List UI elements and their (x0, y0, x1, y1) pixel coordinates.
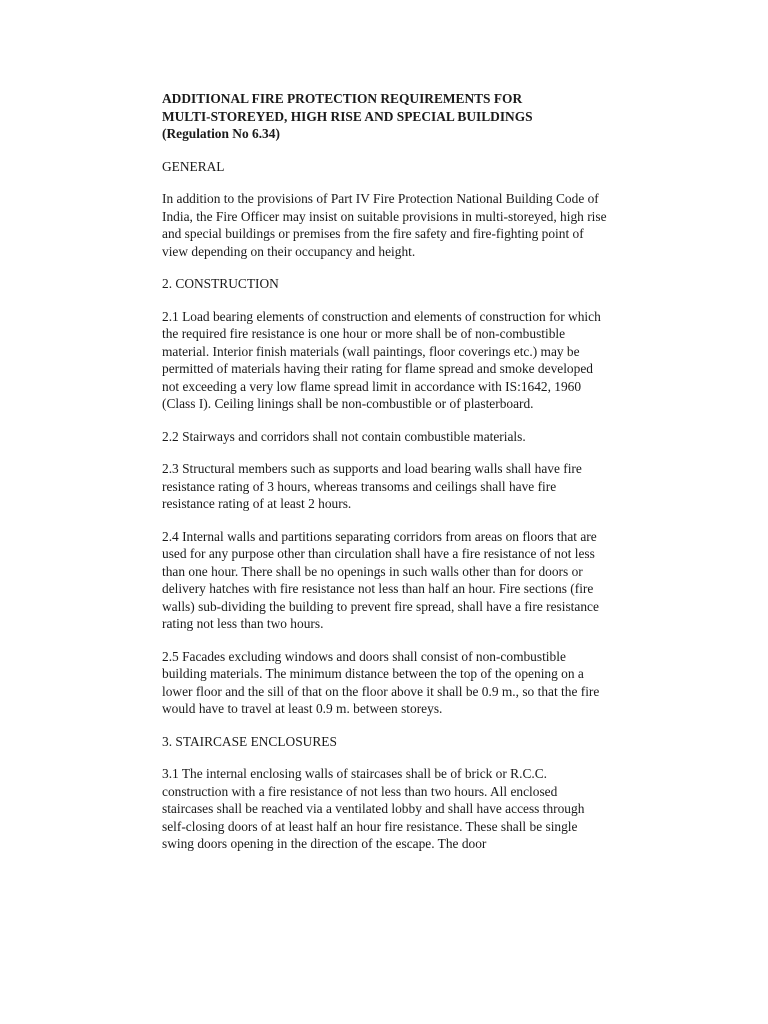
document-title (162, 90, 608, 143)
paragraph-2-5: 2.5 Facades excluding windows and doors shall consist of non-combustible building materials. The minimum distance between the top of the opening on a lower floor and the sill of that on the floor above it shall be 0.9 m., so that the fire would have to travel at least 0.9 m. between storeys. (162, 648, 600, 716)
section-heading-construction: 2. CONSTRUCTION (162, 276, 279, 291)
paragraph-general: In addition to the provisions of Part IV Fire Protection National Building Code of India, the Fire Officer may insist on suitable provisions in multi-storeyed, high rise and special buildings or premises from the fire safety and fire-fighting point of view depending on their occupancy and height. (162, 191, 607, 259)
paragraph-2-3: 2.3 Structural members such as supports and load bearing walls shall have fire resistance rating of 3 hours, whereas transoms and ceilings shall have fire resistance rating of at least 2 hours. (162, 461, 582, 511)
paragraph-3-1: 3.1 The internal enclosing walls of staircases shall be of brick or R.C.C. construction with a fire resistance of not less than two hours. All enclosed staircases shall be reached via a ventilated lobby and shall have access through self-closing doors of at least half an hour fire resistance. These shall be single swing doors opening in the direction of the escape. The door (162, 766, 585, 851)
section-heading-general: GENERAL (162, 158, 225, 174)
title-line-1: ADDITIONAL FIRE PROTECTION REQUIREMENTS FOR (162, 91, 523, 106)
section-heading-staircase: 3. STAIRCASE ENCLOSURES (162, 733, 337, 749)
title-line-2: MULTI-STOREYED, HIGH RISE AND SPECIAL BUILDINGS (162, 108, 533, 124)
document-page (162, 90, 608, 853)
paragraph-2-2: 2.2 Stairways and corridors shall not contain combustible materials. (162, 428, 526, 444)
paragraph-2-4: 2.4 Internal walls and partitions separating corridors from areas on floors that are used for any purpose other than circulation shall have a fire resistance of not less than one hour. There shall be no openings in such walls other than for doors or delivery hatches with fire resistance not less than half an hour. Fire sections (fire walls) sub-dividing the building to prevent fire spread, shall have a fire resistance rating not less than two hours. (162, 528, 599, 631)
paragraph-2-1: 2.1 Load bearing elements of construction and elements of construction for which the required fire resistance is one hour or more shall be of non-combustible material. Interior finish materials (wall paintings, floor coverings etc.) may be permitted of materials having their rating for flame spread and smoke developed not exceeding a very low flame spread limit in accordance with IS:1642, 1960 (Class I). Ceiling linings shall be non-combustible or of plasterboard. (162, 308, 601, 411)
title-line-3: (Regulation No 6.34) (162, 126, 280, 141)
